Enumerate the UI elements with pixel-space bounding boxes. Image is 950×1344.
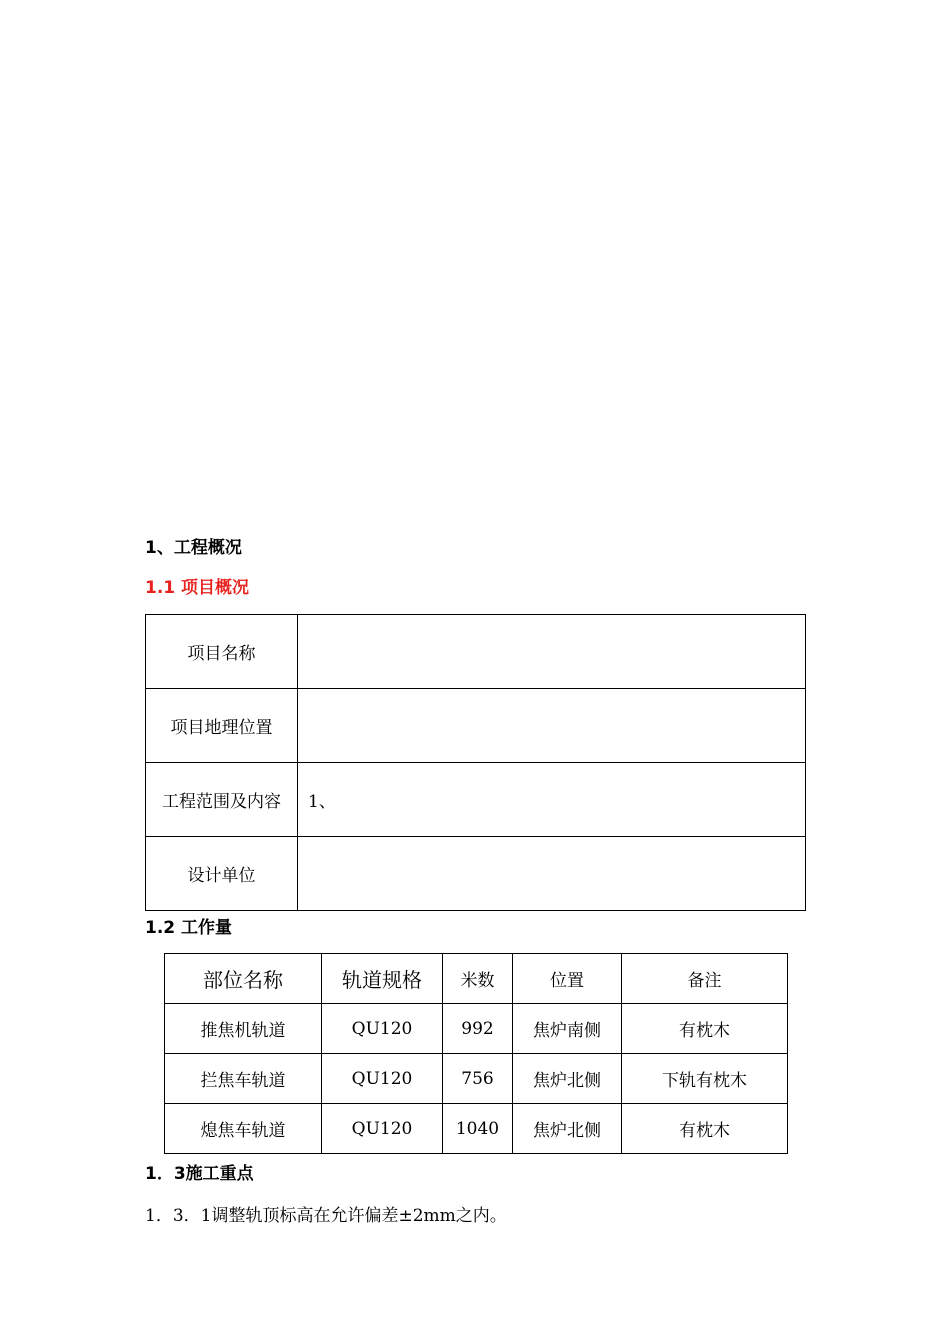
section-heading-engineering-overview: 1、工程概况 (145, 538, 242, 558)
table-cell: 推焦机轨道 (165, 1004, 322, 1054)
table-cell: 有枕木 (622, 1104, 788, 1154)
column-header: 米数 (443, 954, 513, 1004)
table-cell: QU120 (322, 1054, 443, 1104)
column-header: 部位名称 (165, 954, 322, 1004)
column-header: 位置 (513, 954, 622, 1004)
table-cell-value (298, 615, 806, 689)
table-cell: 下轨有枕木 (622, 1054, 788, 1104)
table-row (146, 615, 806, 689)
table-header-row (165, 954, 788, 1004)
project-overview-table (145, 614, 806, 911)
table-cell: 焦炉南侧 (513, 1004, 622, 1054)
table-cell: 有枕木 (622, 1004, 788, 1054)
table-row (146, 837, 806, 911)
workload-table (164, 953, 788, 1154)
paragraph-key-point-1: 1．3．1调整轨顶标高在允许偏差±2mm之内。 (145, 1206, 507, 1226)
section-heading-construction-key-points: 1．3施工重点 (145, 1164, 254, 1184)
table-cell: 拦焦车轨道 (165, 1054, 322, 1104)
table-row (146, 763, 806, 837)
table-row (146, 689, 806, 763)
column-header: 轨道规格 (322, 954, 443, 1004)
table-row (165, 1004, 788, 1054)
table-row (165, 1054, 788, 1104)
table-cell-value (298, 837, 806, 911)
section-heading-project-overview: 1.1 项目概况 (145, 578, 250, 598)
table-cell-label: 项目名称 (146, 615, 298, 689)
table-cell-label: 工程范围及内容 (146, 763, 298, 837)
table-cell-value: 1、 (298, 763, 806, 837)
table-cell: QU120 (322, 1004, 443, 1054)
table-row (165, 1104, 788, 1154)
table-cell-label: 项目地理位置 (146, 689, 298, 763)
column-header: 备注 (622, 954, 788, 1004)
table-cell: 992 (443, 1004, 513, 1054)
table-cell-label: 设计单位 (146, 837, 298, 911)
section-heading-workload: 1.2 工作量 (145, 918, 233, 938)
table-cell: 756 (443, 1054, 513, 1104)
table-cell: 焦炉北侧 (513, 1104, 622, 1154)
table-cell: QU120 (322, 1104, 443, 1154)
table-cell: 焦炉北侧 (513, 1054, 622, 1104)
table-cell-value (298, 689, 806, 763)
table-cell: 熄焦车轨道 (165, 1104, 322, 1154)
table-cell: 1040 (443, 1104, 513, 1154)
